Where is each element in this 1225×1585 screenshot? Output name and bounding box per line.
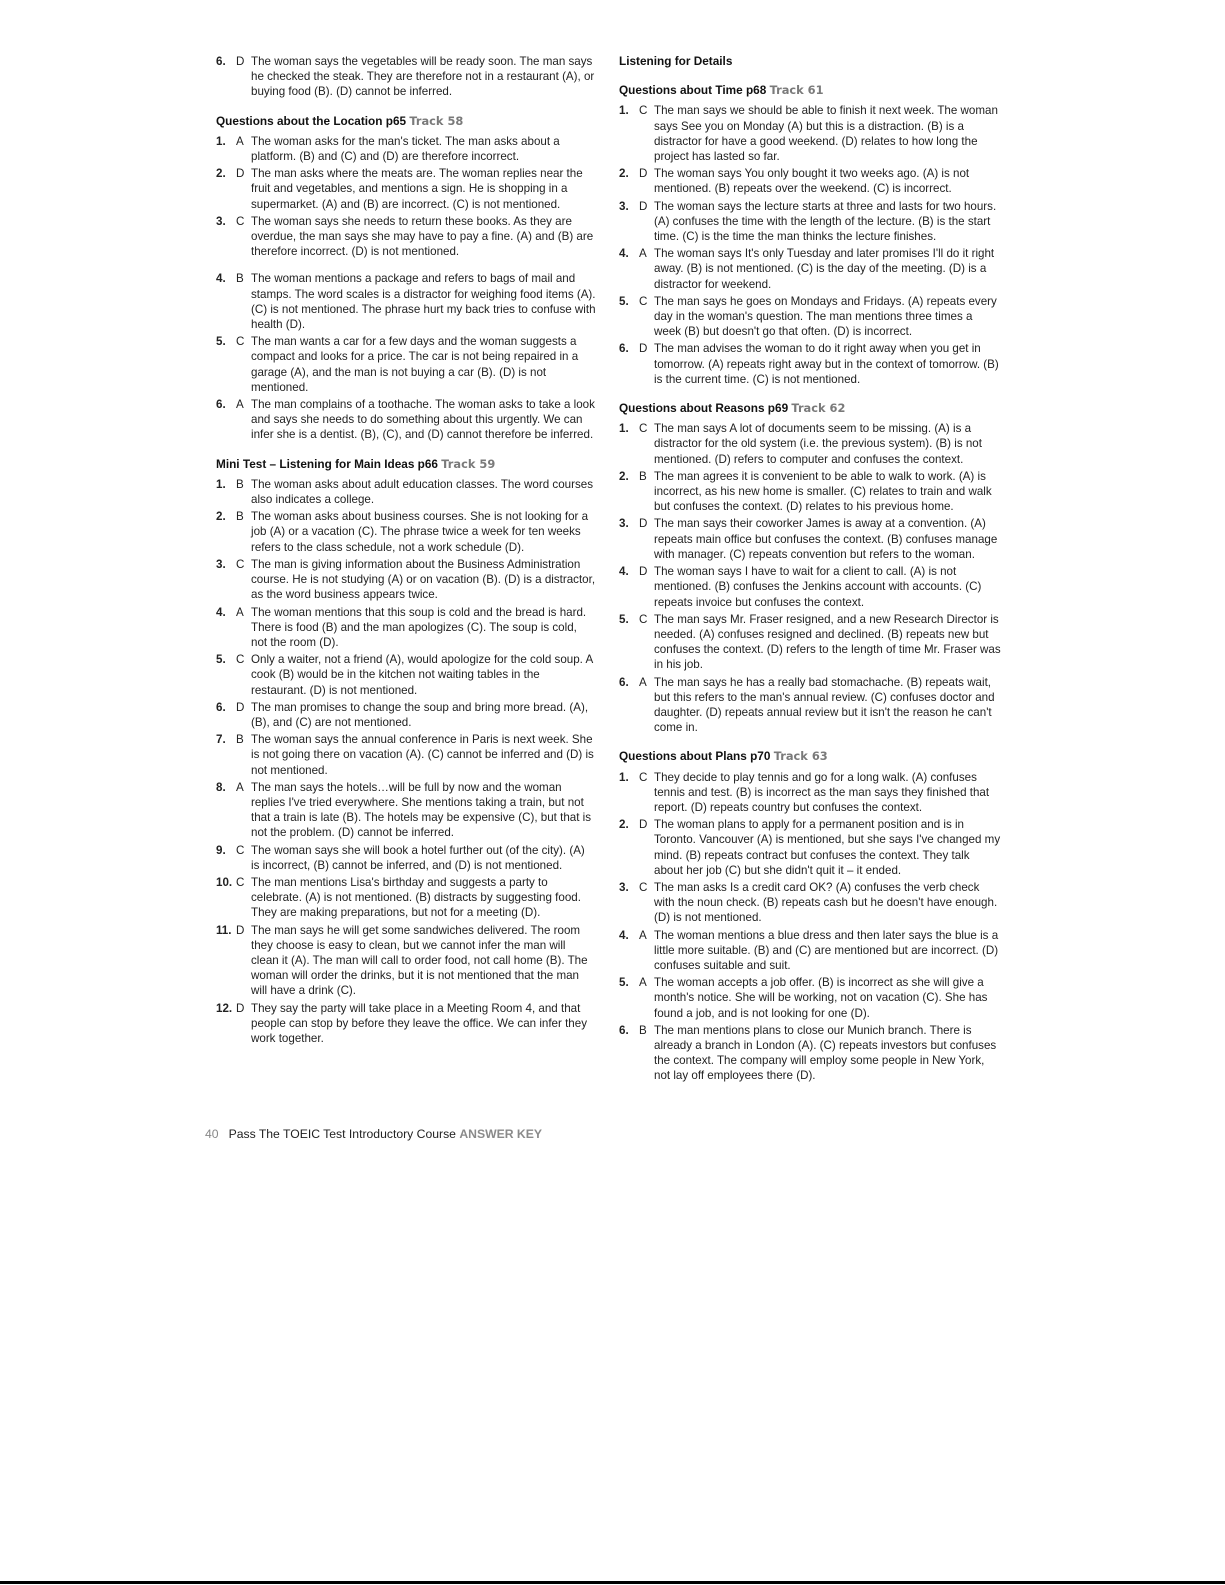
question-number: 6.: [216, 700, 226, 714]
section-heading-text: Questions about Reasons p69: [619, 401, 789, 416]
section-heading: [619, 401, 1001, 416]
question-number: 1.: [619, 770, 629, 784]
question-number: 10.: [216, 875, 233, 889]
answer-item: [216, 923, 596, 999]
answer-letter: B: [236, 510, 244, 524]
answer-explanation: They decide to play tennis and go for a long walk. (A) confuses tennis and test. (B) is incorrect as the man says they finished that report. (D) repeats country but confuses the context.: [654, 770, 990, 814]
answer-item: [216, 605, 596, 651]
answer-item: [619, 880, 1001, 926]
answer-item: [216, 509, 596, 555]
question-number: 6.: [216, 398, 226, 412]
question-number: 1.: [619, 422, 629, 436]
section-heading: [619, 83, 1001, 98]
answer-item: [216, 875, 596, 921]
answer-explanation: The woman asks for the man's ticket. The man asks about a platform. (B) and (C) and (D) are therefore incorrect.: [251, 134, 560, 164]
section-heading: [619, 749, 1001, 764]
answer-letter: C: [236, 335, 245, 349]
section-heading-text: Questions about Time p68: [619, 83, 767, 98]
answer-item: [216, 652, 596, 698]
answer-letter: C: [236, 214, 245, 228]
question-number: 2.: [619, 469, 629, 483]
answer-explanation: The man is giving information about the Business Administration course. He is not studying (A) or on vacation (B). (D) is a distractor, as the word business appears twice.: [251, 557, 596, 602]
answer-item: [216, 214, 596, 260]
question-number: 6.: [619, 342, 629, 356]
question-number: 9.: [216, 843, 226, 857]
answer-item: [619, 612, 1001, 673]
question-number: 5.: [216, 335, 226, 349]
question-number: 1.: [216, 134, 226, 148]
answer-explanation: The woman says the annual conference in Paris is next week. She is not going there on vacation (A). (C) cannot be inferred and (D) is not mentioned.: [251, 733, 594, 777]
answer-letter: A: [639, 247, 647, 261]
answer-letter: B: [639, 1023, 647, 1037]
answer-item: [619, 103, 1001, 164]
answer-letter: D: [639, 565, 648, 579]
section-heading-text: Listening for Details: [619, 54, 733, 68]
answer-item: [619, 675, 1001, 736]
track-label: Track 58: [409, 113, 464, 128]
section-heading: [216, 114, 596, 129]
question-number: 6.: [619, 1023, 629, 1037]
answer-letter: D: [639, 342, 648, 356]
question-number: 8.: [216, 780, 226, 794]
section-heading-text: Questions about the Location p65: [216, 113, 407, 128]
track-label: Track 63: [773, 749, 828, 764]
answer-explanation: The woman says she needs to return these books. As they are overdue, the man says she may have to pay a fine. (A) and (B) are therefore incorrect. (D) is not mentioned.: [251, 214, 594, 259]
answer-explanation: The man says he goes on Mondays and Fridays. (A) repeats every day in the woman's question. The man mentions three times a week (B) but doesn't go that often. (D) is incorrect.: [654, 294, 997, 339]
answer-item: [619, 294, 1001, 340]
question-number: 5.: [619, 294, 629, 308]
answer-item: [619, 928, 1001, 974]
answer-letter: B: [639, 469, 647, 483]
answer-letter: D: [236, 167, 245, 181]
answer-letter: A: [639, 675, 647, 689]
section-heading: [619, 54, 1001, 69]
answer-letter: C: [639, 880, 648, 894]
question-number: 12.: [216, 1001, 233, 1015]
answer-letter: A: [236, 134, 244, 148]
answer-letter: C: [639, 770, 648, 784]
answer-explanation: The man asks where the meats are. The woman replies near the fruit and vegetables, and mentions a sign. He is shopping in a supermarket. (A) and (B) are incorrect. (C) is not mentioned.: [251, 167, 583, 211]
answer-item: [216, 54, 596, 100]
question-number: 4.: [216, 605, 226, 619]
answer-item: [619, 564, 1001, 610]
track-label: Track 62: [791, 401, 846, 416]
answer-letter: C: [639, 422, 648, 436]
answer-letter: C: [639, 612, 648, 626]
answer-item: [216, 700, 596, 730]
answer-explanation: The woman mentions that this soup is cold and the bread is hard. There is food (B) and the man apologizes (C). The soup is cold, not the room (D).: [251, 605, 587, 649]
answer-letter: A: [236, 605, 244, 619]
section-heading-text: Mini Test – Listening for Main Ideas p66: [216, 456, 438, 471]
answer-explanation: The man wants a car for a few days and the woman suggests a compact and looks for a price. The car is not being repaired in a garage (A), and the man is not buying a car (B). (D) is not mentioned.: [251, 335, 579, 394]
answer-letter: C: [639, 294, 648, 308]
question-number: 4.: [619, 247, 629, 261]
answer-letter: A: [236, 398, 244, 412]
left-column: [216, 54, 596, 1048]
question-number: 5.: [619, 612, 629, 626]
section-heading: [216, 457, 596, 472]
answer-letter: D: [236, 1001, 245, 1015]
answer-explanation: The woman plans to apply for a permanent position and is in Toronto. Vancouver (A) is mentioned, but she says I've changed my mind. (B) repeats contract but confuses the context. They talk about her job (C) but she didn't quit it – it ended.: [654, 818, 1001, 877]
answer-letter: C: [236, 843, 245, 857]
answer-explanation: Only a waiter, not a friend (A), would apologize for the cold soup. A cook (B) would be in the kitchen not waiting tables in the restaurant. (D) is not mentioned.: [251, 653, 593, 697]
answer-explanation: The man says he has a really bad stomachache. (B) repeats wait, but this refers to the man's annual review. (C) confuses doctor and daughter. (D) repeats annual review but it isn't the reason he can't come in.: [654, 675, 995, 735]
question-number: 4.: [216, 272, 226, 286]
answer-explanation: The man mentions plans to close our Munich branch. There is already a branch in London (A). (C) repeats investors but confuses the context. The company will employ some people in New York, not lay off employees there (D).: [654, 1023, 997, 1083]
answer-item: [216, 557, 596, 603]
answer-explanation: The woman says the lecture starts at three and lasts for two hours. (A) confuses the time with the length of the lecture. (B) is the start time. (C) is the time the man thinks the lecture finishes.: [654, 199, 997, 244]
question-number: 2.: [619, 818, 629, 832]
answer-item: [619, 166, 1001, 196]
answer-explanation: The woman asks about adult education classes. The word courses also indicates a college.: [251, 477, 593, 507]
answer-letter: A: [639, 928, 647, 942]
page-number: 40: [205, 1127, 219, 1141]
answer-item: [216, 271, 596, 332]
answer-item: [619, 469, 1001, 515]
answer-letter: C: [236, 653, 245, 667]
answer-item: [619, 817, 1001, 878]
answer-item: [216, 334, 596, 395]
answer-letter: C: [639, 104, 648, 118]
question-number: 2.: [619, 167, 629, 181]
answer-item: [216, 843, 596, 873]
answer-explanation: The woman mentions a package and refers to bags of mail and stamps. The word scales is a distractor for weighing food items (A). (C) is not mentioned. The phrase hurt my back tries to confuse with health (D).: [251, 272, 596, 332]
answer-explanation: The man mentions Lisa's birthday and suggests a party to celebrate. (A) is not mentioned. (B) distracts by suggesting food. They are making preparations, but not for a meeting (D).: [251, 875, 581, 920]
answer-item: [216, 732, 596, 778]
answer-letter: D: [639, 517, 648, 531]
question-number: 3.: [619, 199, 629, 213]
answer-explanation: The man promises to change the soup and bring more bread. (A), (B), and (C) are not mentioned.: [251, 700, 589, 729]
question-number: 3.: [619, 517, 629, 531]
answer-letter: D: [639, 167, 648, 181]
answer-explanation: The woman mentions a blue dress and then later says the blue is a little more suitable. (B) and (C) are mentioned but are incorrect. (D) confuses suitable and suit.: [654, 928, 999, 972]
answer-letter: C: [236, 875, 245, 889]
answer-letter: A: [236, 780, 244, 794]
answer-letter: D: [236, 923, 245, 937]
page-footer: [205, 1127, 542, 1141]
answer-explanation: The woman says the vegetables will be ready soon. The man says he checked the steak. They are therefore not in a restaurant (A), or buying food (B). (D) cannot be inferred.: [251, 55, 595, 99]
answer-explanation: The man says their coworker James is away at a convention. (A) repeats main office but confuses the context. (B) confuses manage with manager. (C) repeats convention but refers to the woman.: [654, 517, 998, 561]
question-number: 3.: [216, 214, 226, 228]
right-column: [619, 54, 1001, 1086]
question-number: 4.: [619, 928, 629, 942]
answer-item: [216, 1001, 596, 1047]
answer-explanation: The man agrees it is convenient to be able to walk to work. (A) is incorrect, as his new home is smaller. (C) relates to train and walk but confuses the context. (D) relates to his previous home.: [654, 469, 992, 514]
answer-letter: C: [236, 557, 245, 571]
answer-explanation: The woman says she will book a hotel further out (of the city). (A) is incorrect, (B) cannot be inferred, and (D) is not mentioned.: [251, 843, 585, 872]
answer-item: [216, 780, 596, 841]
question-number: 1.: [619, 104, 629, 118]
answer-item: [216, 397, 596, 443]
answer-item: [619, 1023, 1001, 1084]
answer-explanation: They say the party will take place in a Meeting Room 4, and that people can stop by before they leave the office. We can infer they work together.: [251, 1001, 588, 1045]
answer-item: [619, 516, 1001, 562]
answer-item: [619, 246, 1001, 292]
answer-letter: D: [639, 818, 648, 832]
answer-item: [619, 341, 1001, 387]
question-number: 5.: [216, 653, 226, 667]
question-number: 3.: [619, 880, 629, 894]
answer-letter: B: [236, 733, 244, 747]
answer-item: [216, 134, 596, 164]
answer-explanation: The woman says It's only Tuesday and later promises I'll do it right away. (B) is not mentioned. (C) is the day of the meeting. (D) is a distractor for weekend.: [654, 247, 995, 291]
question-number: 6.: [619, 675, 629, 689]
question-number: 2.: [216, 167, 226, 181]
answer-item: [216, 477, 596, 507]
answer-explanation: The man says the hotels…will be full by now and the woman replies I've tried everywhere. She mentions taking a train, but not that a train is late (B). The hotels may be expensive (C), but that is not the problem. (D) cannot be inferred.: [251, 780, 592, 840]
answer-item: [619, 770, 1001, 816]
page-bottom-rule: [0, 1581, 1225, 1584]
track-label: Track 61: [769, 83, 824, 98]
answer-explanation: The woman says I have to wait for a client to call. (A) is not mentioned. (B) confuses the Jenkins account with accounts. (C) repeats invoice but confuses the context.: [654, 565, 982, 609]
answer-explanation: The man says we should be able to finish it next week. The woman says See you on Monday (A) but this is a distraction. (B) is a distractor for have a good weekend. (D) relates to how long the project has lasted so far.: [654, 104, 998, 164]
answer-key-label: ANSWER KEY: [459, 1127, 542, 1141]
answer-letter: D: [236, 700, 245, 714]
section-heading-text: Questions about Plans p70: [619, 749, 771, 764]
answer-explanation: The man says A lot of documents seem to be missing. (A) is a distractor for the old system (i.e. the previous system). (B) is not mentioned. (D) refers to computer and confuses the context.: [654, 422, 982, 466]
question-number: 3.: [216, 557, 226, 571]
answer-letter: B: [236, 272, 244, 286]
answer-letter: A: [639, 976, 647, 990]
question-number: 7.: [216, 733, 226, 747]
question-number: 1.: [216, 477, 226, 491]
question-number: 2.: [216, 510, 226, 524]
question-number: 11.: [216, 923, 232, 937]
answer-explanation: The man complains of a toothache. The woman asks to take a look and says she needs to do something about this urgently. We can infer she is a dentist. (B), (C), and (D) cannot therefore be inferred.: [251, 398, 595, 442]
answer-item: [216, 166, 596, 212]
question-number: 6.: [216, 55, 226, 68]
answer-item: [619, 199, 1001, 245]
answer-explanation: The man says he will get some sandwiches delivered. The room they choose is easy to clean, but we cannot infer the man will clean it (A). The man will call to order food, not call home (B). The woman will order the drinks, but it is not mentioned that the man will have a drink (C).: [251, 923, 588, 998]
answer-explanation: The man advises the woman to do it right away when you get in tomorrow. (A) repeats right away but in the context of tomorrow. (B) is the current time. (C) is not mentioned.: [654, 342, 999, 386]
answer-item: [619, 421, 1001, 467]
question-number: 5.: [619, 976, 629, 990]
answer-letter: B: [236, 477, 244, 491]
answer-explanation: The woman says You only bought it two weeks ago. (A) is not mentioned. (B) repeats over the weekend. (C) is incorrect.: [654, 167, 970, 196]
answer-explanation: The man asks Is a credit card OK? (A) confuses the verb check with the noun check. (B) repeats cash but he doesn't have enough. (D) is not mentioned.: [654, 880, 998, 925]
answer-letter: D: [639, 199, 648, 213]
answer-item: [619, 975, 1001, 1021]
answer-letter: D: [236, 55, 245, 68]
answer-explanation: The woman asks about business courses. She is not looking for a job (A) or a vacation (C). The phrase twice a week for ten weeks refers to the class schedule, not a work schedule (D).: [251, 510, 589, 554]
question-number: 4.: [619, 565, 629, 579]
track-label: Track 59: [441, 456, 496, 471]
answer-explanation: The woman accepts a job offer. (B) is incorrect as she will give a month's notice. She will be working, not on vacation (C). She has found a job, and is not looking for one (D).: [654, 976, 988, 1020]
book-title: Pass The TOEIC Test Introductory Course: [228, 1127, 456, 1141]
answer-explanation: The man says Mr. Fraser resigned, and a new Research Director is needed. (A) confuses resigned and declined. (B) repeats new but confuses the context. (D) refers to the length of time Mr. Fraser was in his job.: [654, 612, 1001, 672]
